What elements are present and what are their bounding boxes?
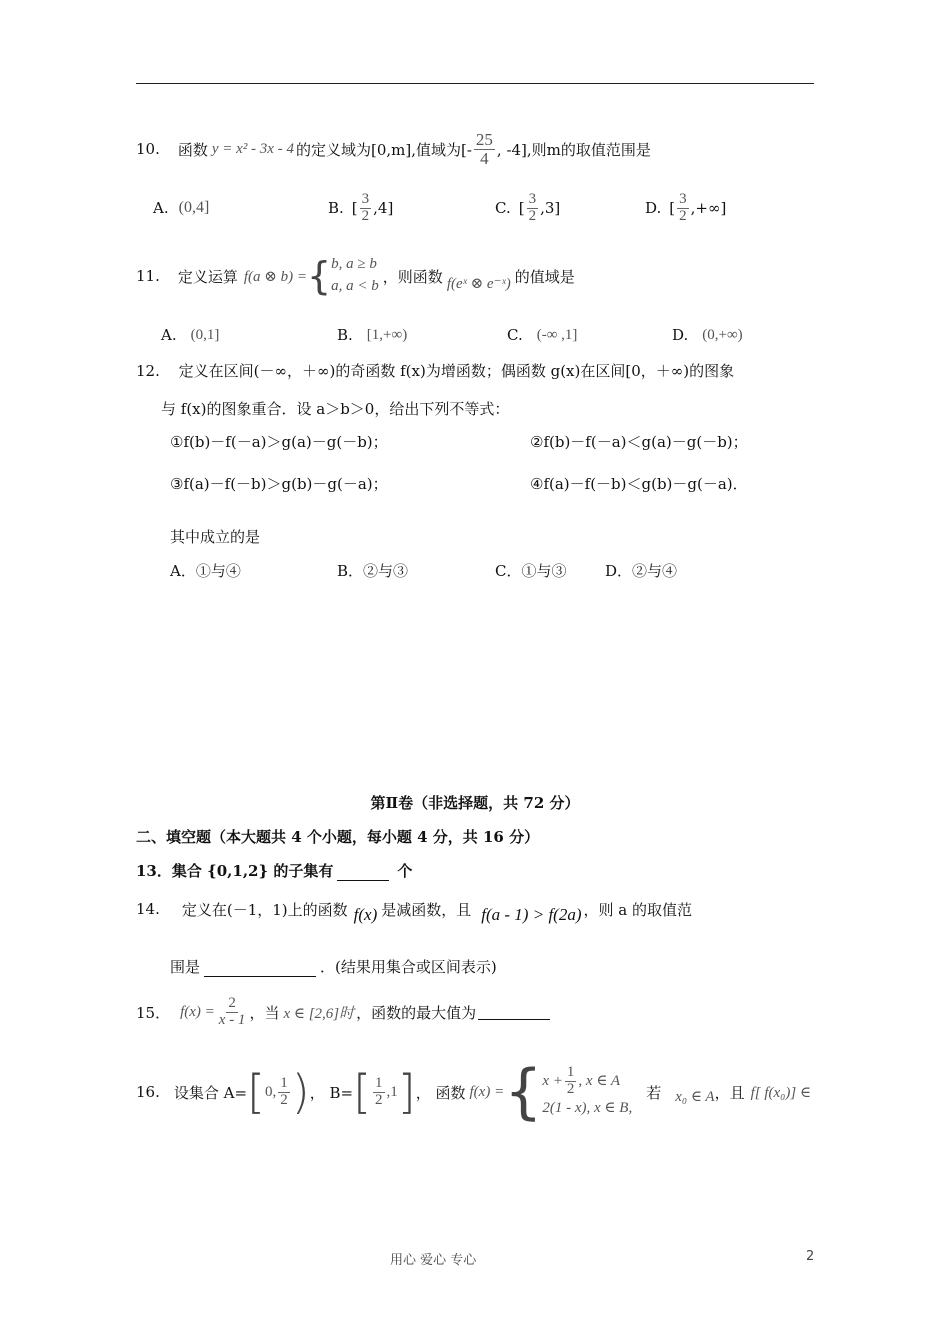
q10-option-c <box>495 186 560 230</box>
q16-brace: { <box>504 1057 543 1127</box>
q13-text: 13．集合 {0,1,2} 的子集有 <box>136 862 334 880</box>
q10-post: , -4],则m的取值范围是 <box>496 140 651 159</box>
q15-blank <box>478 1005 550 1020</box>
q10-frac-den: 4 <box>480 148 489 168</box>
q16-x0: x₀ ∈ A <box>675 1088 715 1105</box>
q11-pre: 定义运算 <box>177 267 238 286</box>
q16-case-1 <box>542 1065 632 1098</box>
q16-b-num: 1 <box>375 1074 383 1091</box>
q10-d-label: D. <box>645 199 662 217</box>
q10-c-den: 2 <box>528 207 537 224</box>
q16-fx: f(x) = <box>469 1083 505 1100</box>
q12-inequality-2: ②f(b)－f(－a)＜g(a)－g(－b)； <box>530 433 748 451</box>
q16-a-den: 2 <box>280 1091 288 1108</box>
q14-number: 14. <box>136 900 160 918</box>
q14-mid: 是减函数，且 <box>381 900 472 919</box>
q11-d-value: (0,+∞) <box>702 326 743 343</box>
q12-option-a: A．①与④ <box>170 562 241 580</box>
q11-case-2: a, a < b <box>331 278 379 294</box>
q12-inequality-3: ③f(a)－f(－b)＞g(b)－g(－a)； <box>170 475 388 493</box>
q10-option-b <box>328 186 393 230</box>
q11-option-a <box>161 324 219 346</box>
q10-d-open: [ <box>669 199 676 217</box>
q12-option-d: D．②与④ <box>605 562 678 580</box>
q12-ask: 其中成立的是 <box>170 528 261 546</box>
q12-inequality-1: ①f(b)－f(－a)＞g(a)－g(－b)； <box>170 433 388 451</box>
q14-line2-post: ．(结果用集合或区间表示) <box>320 958 497 976</box>
q16-case1-pre: x + <box>542 1073 563 1089</box>
q10-c-num: 3 <box>528 190 537 207</box>
q10-frac-num: 25 <box>475 129 493 149</box>
footer-motto: 用心 爱心 专心 <box>390 1253 477 1268</box>
q10-b-close: ,4] <box>373 199 394 217</box>
q14-blank <box>204 962 316 977</box>
q16-tail: f[ f(x₀)] ∈ <box>750 1084 812 1101</box>
q10-d-num: 3 <box>679 190 687 207</box>
q10-b-num: 3 <box>361 190 370 207</box>
q11-c-label: C. <box>507 326 523 344</box>
q11-option-d <box>672 324 743 346</box>
q16-a-fraction <box>278 1076 290 1109</box>
q10-option-a <box>153 188 209 228</box>
question-13 <box>136 860 412 881</box>
q10-c-fraction <box>527 192 539 225</box>
q11-case-1: b, a ≥ b <box>331 256 377 273</box>
q10-pre: 函数 <box>177 140 208 159</box>
page-number: 2 <box>806 1249 815 1264</box>
q16-number: 16. <box>136 1083 160 1101</box>
q16-qie: ，且 <box>714 1083 745 1102</box>
q10-mid: 的定义域为[0,m],值域为[- <box>295 140 472 159</box>
q10-b-open: [ <box>351 199 358 217</box>
q11-fexp: f(eˣ ⊗ e⁻ˣ) <box>446 275 511 292</box>
q10-b-fraction <box>360 192 372 225</box>
q14-line-2 <box>170 956 497 977</box>
q14-post: ，则 a 的取值范 <box>583 900 692 919</box>
q13-blank <box>337 866 389 881</box>
q16-a-close: ) <box>291 1065 310 1119</box>
section-heading: 二、填空题（本大题共 4 个小题，每小题 4 分，共 16 分） <box>136 828 540 846</box>
question-16 <box>136 1054 811 1130</box>
q15-fx: f(x) = <box>180 1003 215 1020</box>
q11-option-c <box>507 324 577 346</box>
q16-cases <box>542 1065 632 1119</box>
q10-option-d <box>645 186 726 230</box>
q10-b-den: 2 <box>361 207 370 224</box>
q15-number: 15． <box>136 1003 171 1022</box>
q16-case-2: 2(1 - x), x ∈ B, <box>542 1099 633 1116</box>
q12-option-c: C．①与③ <box>495 562 567 580</box>
q10-d-den: 2 <box>679 207 687 224</box>
q11-post: 的值域是 <box>514 267 575 286</box>
q15-frac-num: 2 <box>228 994 236 1011</box>
q16-a-lo: 0, <box>264 1083 277 1100</box>
q16-b-fraction <box>373 1076 385 1109</box>
q11-cases <box>331 254 379 298</box>
q14-line2-pre: 围是 <box>170 958 201 976</box>
question-12 <box>136 360 734 381</box>
q10-a-value: (0,4] <box>178 199 210 216</box>
q16-b-open: [ <box>353 1065 372 1119</box>
q10-a-label: A. <box>153 199 169 217</box>
q12-line-2: 与 f(x)的图象重合．设 a＞b＞0，给出下列不等式： <box>161 400 510 418</box>
q11-b-label: B. <box>337 326 353 344</box>
question-11 <box>136 250 575 302</box>
q12-option-b: B．②与③ <box>337 562 409 580</box>
q11-d-label: D. <box>672 326 689 344</box>
q16-b-hi: ,1 <box>386 1083 398 1100</box>
question-10 <box>136 126 651 172</box>
q11-option-b <box>337 324 407 346</box>
q16-case1-den: 2 <box>566 1081 575 1097</box>
question-14 <box>136 892 692 926</box>
q11-number: 11. <box>136 267 160 285</box>
q16-ruo: 若 <box>646 1083 662 1102</box>
q15-condition: x ∈ [2,6]时 <box>283 1005 355 1022</box>
q15-post: ，函数的最大值为 <box>356 1003 477 1022</box>
q11-fab: f(a ⊗ b) = <box>243 268 307 285</box>
q16-a-num: 1 <box>280 1074 288 1091</box>
part-2-title: 第Ⅱ卷（非选择题，共 72 分） <box>370 794 580 812</box>
q10-c-open: [ <box>518 199 525 217</box>
q11-a-label: A. <box>161 326 177 344</box>
q15-mid: ，当 <box>249 1003 280 1022</box>
q16-mid: ， 函数 <box>415 1083 466 1102</box>
q14-fx: f(x) <box>353 905 378 924</box>
q10-d-close: ,+∞] <box>690 199 727 217</box>
q16-pre: 设集合 A= <box>173 1083 248 1102</box>
q10-number: 10. <box>136 140 160 158</box>
q16-a-open: [ <box>247 1065 265 1119</box>
q12-number: 12. <box>136 362 160 380</box>
q14-inequality: f(a - 1) > f(2a) <box>481 905 582 924</box>
q15-frac-den: x - 1 <box>218 1011 246 1028</box>
q11-a-value: (0,1] <box>190 326 220 343</box>
q16-b-close: ] <box>397 1065 416 1119</box>
q11-b-value: [1,+∞) <box>366 326 408 343</box>
question-15 <box>136 990 550 1034</box>
q10-d-fraction <box>677 192 689 225</box>
header-rule <box>136 83 814 84</box>
q12-inequality-4: ④f(a)－f(－b)＜g(b)－g(－a)． <box>530 475 748 493</box>
q12-line-1: 定义在区间(－∞，＋∞)的奇函数 f(x)为增函数；偶函数 g(x)在区间[0，＋∞)的图象 <box>178 362 735 380</box>
q10-b-label: B. <box>328 199 344 217</box>
q16-b-pre: ， B= <box>309 1083 354 1102</box>
q16-b-den: 2 <box>375 1091 383 1108</box>
q13-post: 个 <box>397 862 413 880</box>
q10-c-label: C. <box>495 199 511 217</box>
q14-pre: 定义在(－1，1)上的函数 <box>181 900 348 919</box>
q11-brace: { <box>306 254 332 298</box>
q10-function: y = x² - 3x - 4 <box>211 140 294 157</box>
q10-fraction <box>474 131 495 168</box>
q15-fraction <box>217 996 248 1029</box>
q11-c-value: (-∞ ,1] <box>536 326 578 343</box>
q10-c-close: ,3] <box>540 199 561 217</box>
q11-mid: ，则函数 <box>382 267 443 286</box>
q16-case1-num: 1 <box>566 1064 575 1081</box>
q16-case1-fraction <box>565 1065 577 1098</box>
q16-case1-post: , x ∈ A <box>578 1073 621 1089</box>
